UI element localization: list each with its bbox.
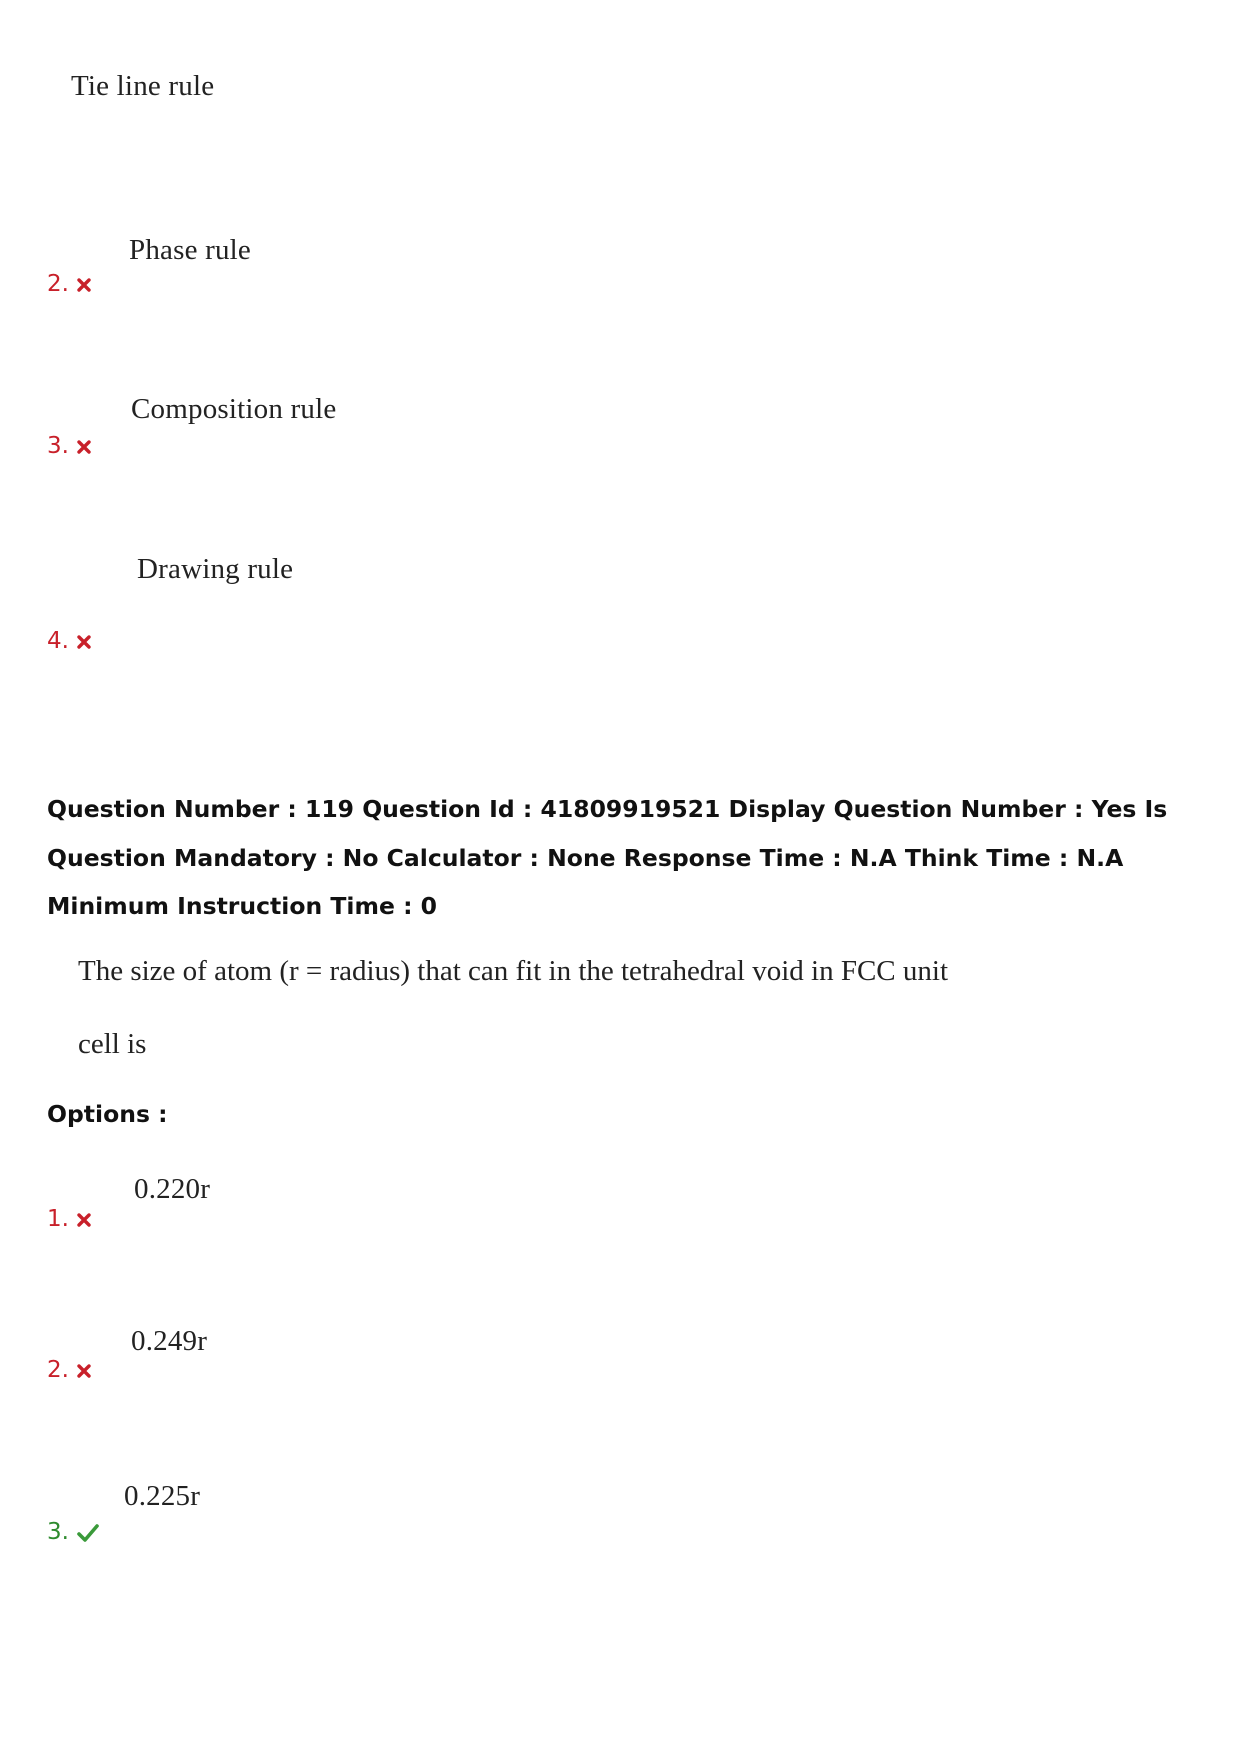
- option-number: 2.: [47, 271, 69, 297]
- option-number: 2.: [47, 1357, 69, 1383]
- cross-icon: [77, 1364, 91, 1378]
- options-label: Options :: [47, 1100, 168, 1128]
- option-text-0-225r: 0.225r: [124, 1480, 201, 1512]
- option-number: 3.: [47, 433, 69, 459]
- question-text-line-2: cell is: [78, 1028, 147, 1060]
- option-marker-2: [47, 1359, 91, 1382]
- option-text-drawing-rule: Drawing rule: [137, 553, 294, 585]
- option-text-composition-rule: Composition rule: [131, 393, 337, 425]
- cross-icon: [77, 635, 91, 649]
- option-number: 1.: [47, 1206, 69, 1232]
- check-icon: [77, 1523, 99, 1543]
- option-marker-4: [47, 630, 91, 653]
- option-marker-3: [47, 435, 91, 458]
- option-text-phase-rule: Phase rule: [129, 234, 251, 266]
- cross-icon: [77, 278, 91, 292]
- option-text-tie-line-rule: Tie line rule: [71, 70, 215, 102]
- question-text-line-1: The size of atom (r = radius) that can fit in the tetrahedral void in FCC unit: [78, 955, 949, 987]
- option-text-0-249r: 0.249r: [131, 1325, 208, 1357]
- question-metadata: Question Number : 119 Question Id : 41809919521 Display Question Number : Yes Is Question Mandatory : No Calculator : None Response Time : N.A Think Time : N.A Minimum Instruction Time : 0: [47, 795, 1168, 920]
- cross-icon: [77, 1213, 91, 1227]
- option-marker-1: [47, 1208, 91, 1231]
- cross-icon: [77, 440, 91, 454]
- option-text-0-220r: 0.220r: [134, 1173, 211, 1205]
- option-number: 3.: [47, 1519, 69, 1545]
- option-marker-2: [47, 273, 91, 296]
- option-marker-3: [47, 1521, 99, 1544]
- option-number: 4.: [47, 628, 69, 654]
